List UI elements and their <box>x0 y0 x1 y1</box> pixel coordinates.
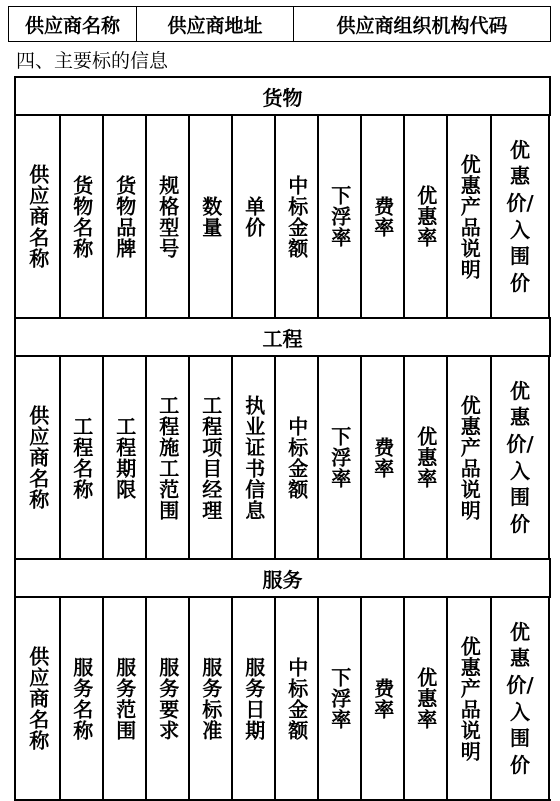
column-header-label: 单价 <box>241 195 266 238</box>
column-header <box>190 598 233 799</box>
column-header-label: 规格型号 <box>155 174 180 259</box>
column-header-label: 优惠产品说明 <box>457 153 482 280</box>
column-header <box>492 116 550 317</box>
column-header <box>492 598 550 799</box>
column-header-label: 优惠率 <box>413 667 438 730</box>
column-header-label: 执业证书信息 <box>241 394 266 521</box>
column-header-label: 费率 <box>370 677 395 720</box>
category-band-goods: 货物 <box>16 78 551 116</box>
column-header <box>16 598 61 799</box>
column-header <box>276 598 319 799</box>
column-header <box>233 116 276 317</box>
column-header <box>448 598 492 799</box>
column-header-label: 下浮率 <box>327 185 352 248</box>
column-header-label: 优惠价/入围价 <box>506 378 534 536</box>
column-header-label: 工程施工范围 <box>155 394 180 521</box>
column-header-label: 服务名称 <box>69 656 94 741</box>
column-header-row-service <box>16 598 551 801</box>
main-subject-table <box>14 76 551 801</box>
column-header <box>147 357 190 558</box>
column-header-label: 服务标准 <box>198 656 223 741</box>
column-header-label: 服务要求 <box>155 656 180 741</box>
column-header-label: 供应商名称 <box>25 405 50 510</box>
column-header <box>147 116 190 317</box>
column-header <box>276 116 319 317</box>
column-header <box>16 357 61 558</box>
column-header-label: 下浮率 <box>327 426 352 489</box>
column-header <box>16 116 61 317</box>
column-header-label: 工程名称 <box>69 415 94 500</box>
column-header-label: 优惠率 <box>413 185 438 248</box>
column-header <box>405 357 448 558</box>
supplier-header-row <box>8 6 551 42</box>
column-header <box>319 357 362 558</box>
column-header <box>362 598 405 799</box>
section-title: 四、主要标的信息 <box>16 50 169 72</box>
column-header <box>233 357 276 558</box>
column-header-label: 优惠率 <box>413 426 438 489</box>
column-header <box>104 357 147 558</box>
column-header-label: 工程期限 <box>112 415 137 500</box>
column-header-label: 费率 <box>370 436 395 479</box>
column-header <box>233 598 276 799</box>
column-header-label: 优惠产品说明 <box>457 394 482 521</box>
column-header-row-goods <box>16 116 551 319</box>
column-header-label: 下浮率 <box>327 667 352 730</box>
column-header-label: 工程项目经理 <box>198 394 223 521</box>
column-header <box>104 598 147 799</box>
column-header <box>362 116 405 317</box>
column-header <box>448 357 492 558</box>
column-header <box>319 116 362 317</box>
column-header <box>61 116 104 317</box>
column-header-label: 优惠价/入围价 <box>506 619 534 777</box>
category-band-engineering: 工程 <box>16 319 551 357</box>
supplier-name-header: 供应商名称 <box>9 7 137 41</box>
column-header <box>190 357 233 558</box>
column-header-label: 中标金额 <box>284 656 309 741</box>
column-header-label: 优惠产品说明 <box>457 635 482 762</box>
column-header-label: 优惠价/入围价 <box>506 137 534 295</box>
column-header-row-engineering <box>16 357 551 560</box>
supplier-org-code-header: 供应商组织机构代码 <box>336 14 508 37</box>
column-header <box>104 116 147 317</box>
column-header <box>319 598 362 799</box>
supplier-address-header: 供应商地址 <box>137 7 294 41</box>
column-header-label: 供应商名称 <box>25 164 50 269</box>
column-header <box>405 116 448 317</box>
column-header <box>147 598 190 799</box>
column-header-label: 供应商名称 <box>25 646 50 751</box>
column-header-label: 中标金额 <box>284 415 309 500</box>
column-header <box>492 357 550 558</box>
column-header <box>276 357 319 558</box>
column-header <box>405 598 448 799</box>
category-band-service: 服务 <box>16 560 551 598</box>
column-header-label: 数量 <box>198 195 223 238</box>
column-header <box>61 598 104 799</box>
column-header-label: 费率 <box>370 195 395 238</box>
column-header <box>190 116 233 317</box>
column-header-label: 服务日期 <box>241 656 266 741</box>
column-header-label: 服务范围 <box>112 656 137 741</box>
column-header <box>448 116 492 317</box>
column-header <box>362 357 405 558</box>
column-header <box>61 357 104 558</box>
column-header-label: 货物名称 <box>69 174 94 259</box>
column-header-label: 中标金额 <box>284 174 309 259</box>
column-header-label: 货物品牌 <box>112 174 137 259</box>
